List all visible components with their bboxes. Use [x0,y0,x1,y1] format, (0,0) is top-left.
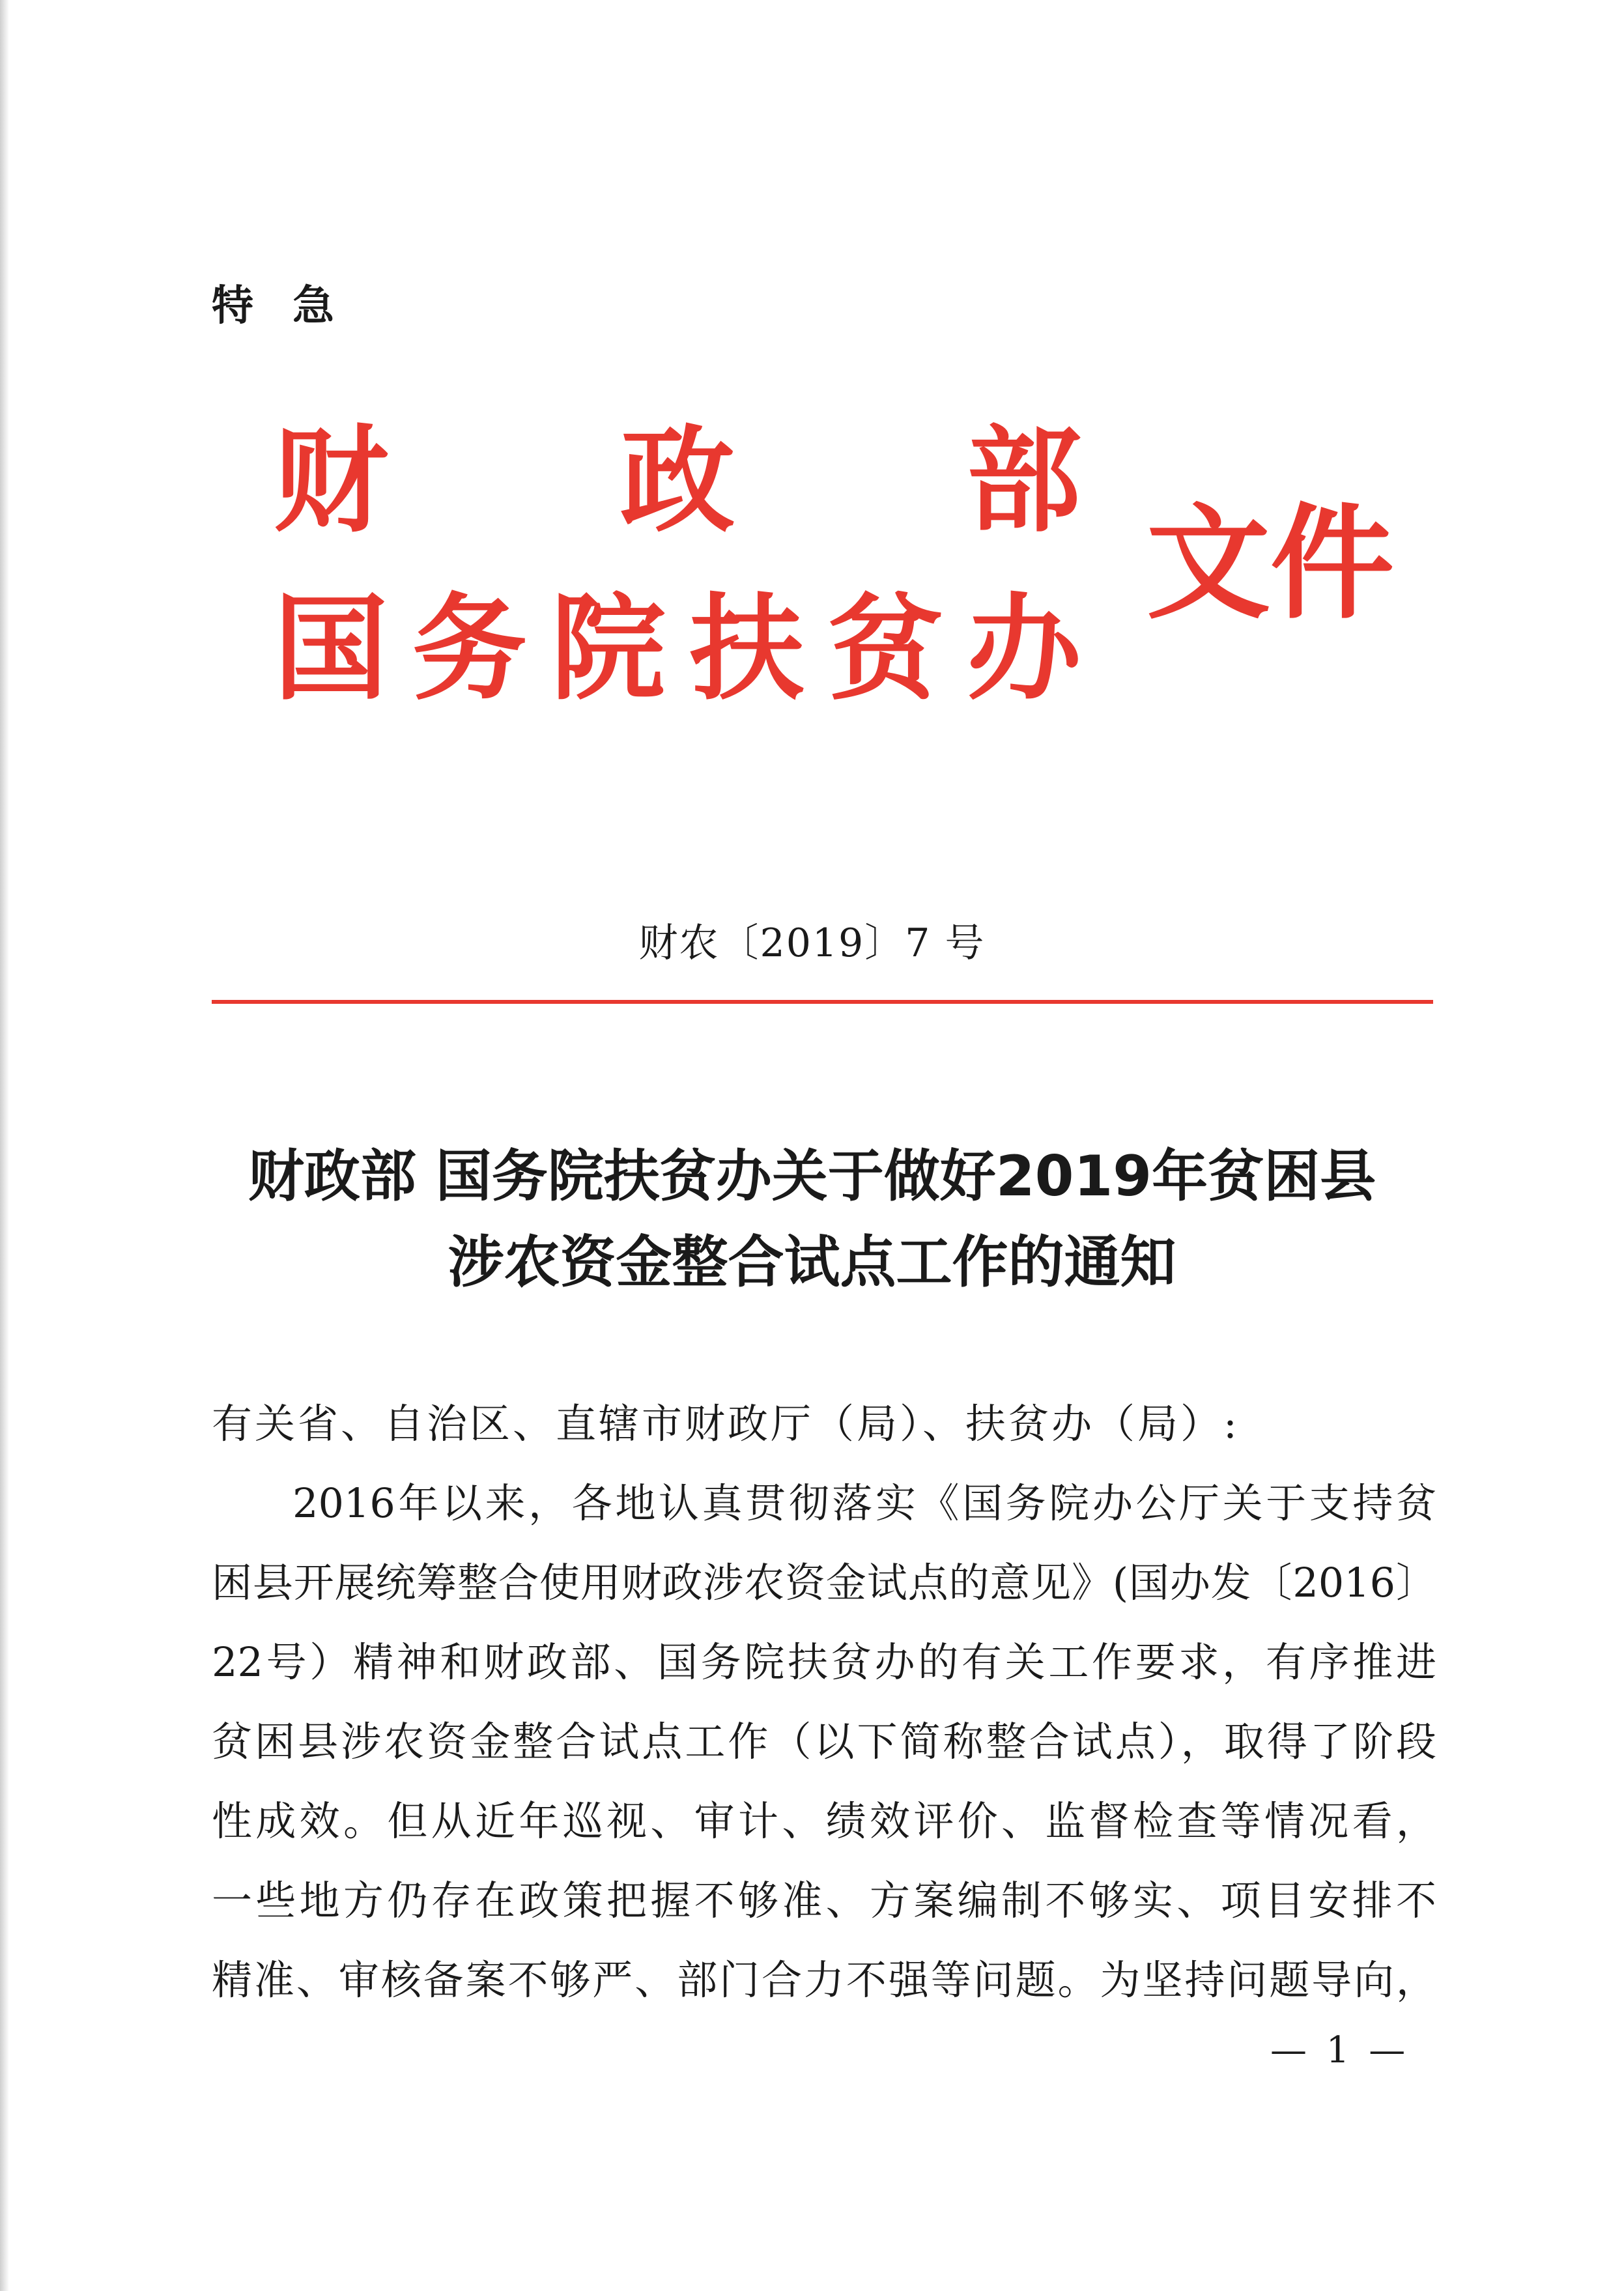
issuer-header [274,413,1446,730]
issuer-char: 政 [620,413,735,548]
issuer-char: 财 [274,413,389,548]
paragraph-line: 精准、审核备案不够严、部门合力不强等问题。为坚持问题导向， [212,1956,1436,2004]
salutation: 有关省、自治区、直辖市财政厅（局）、扶贫办（局）: [212,1400,1240,1447]
issuer-char: 院 [550,581,666,716]
paragraph-line: 22号）精神和财政部、国务院扶贫办的有关工作要求，有序推进 [212,1638,1436,1686]
title-line: 财政部 国务院扶贫办关于做好2019年贫困县 [248,1144,1376,1209]
issuer-line-poverty-office [274,581,1081,716]
page-number: — 1 — [1270,2029,1410,2071]
issuer-line-ministry-of-finance [274,413,1081,548]
issuer-char: 贫 [828,581,943,716]
document-body [212,1384,1436,2020]
paragraph-line: 2016年以来，各地认真贯彻落实《国务院办公厅关于支持贫 [292,1479,1436,1527]
issuer-char: 扶 [689,581,805,716]
document-number: 财农〔2019〕7 号 [638,920,986,966]
paragraph-line: 困县开展统筹整合使用财政涉农资金试点的意见》(国办发〔2016〕 [212,1559,1436,1606]
issuer-char: 务 [412,581,527,716]
red-separator-line [212,1000,1433,1004]
issuer-suffix: 文件 [1147,491,1395,636]
urgency-mark: 特急 [212,282,373,330]
title-line: 涉农资金整合试点工作的通知 [448,1230,1176,1295]
issuer-char: 部 [966,413,1081,548]
issuer-char: 国 [274,581,389,716]
issuer-char: 办 [966,581,1081,716]
paragraph-line: 性成效。但从近年巡视、审计、绩效评价、监督检查等情况看， [212,1797,1436,1845]
paragraph-line: 贫困县涉农资金整合试点工作（以下简称整合试点），取得了阶段 [212,1718,1436,1765]
paragraph-line: 一些地方仍存在政策把握不够准、方案编制不够实、项目安排不 [212,1877,1436,1924]
document-title [0,1133,1624,1305]
